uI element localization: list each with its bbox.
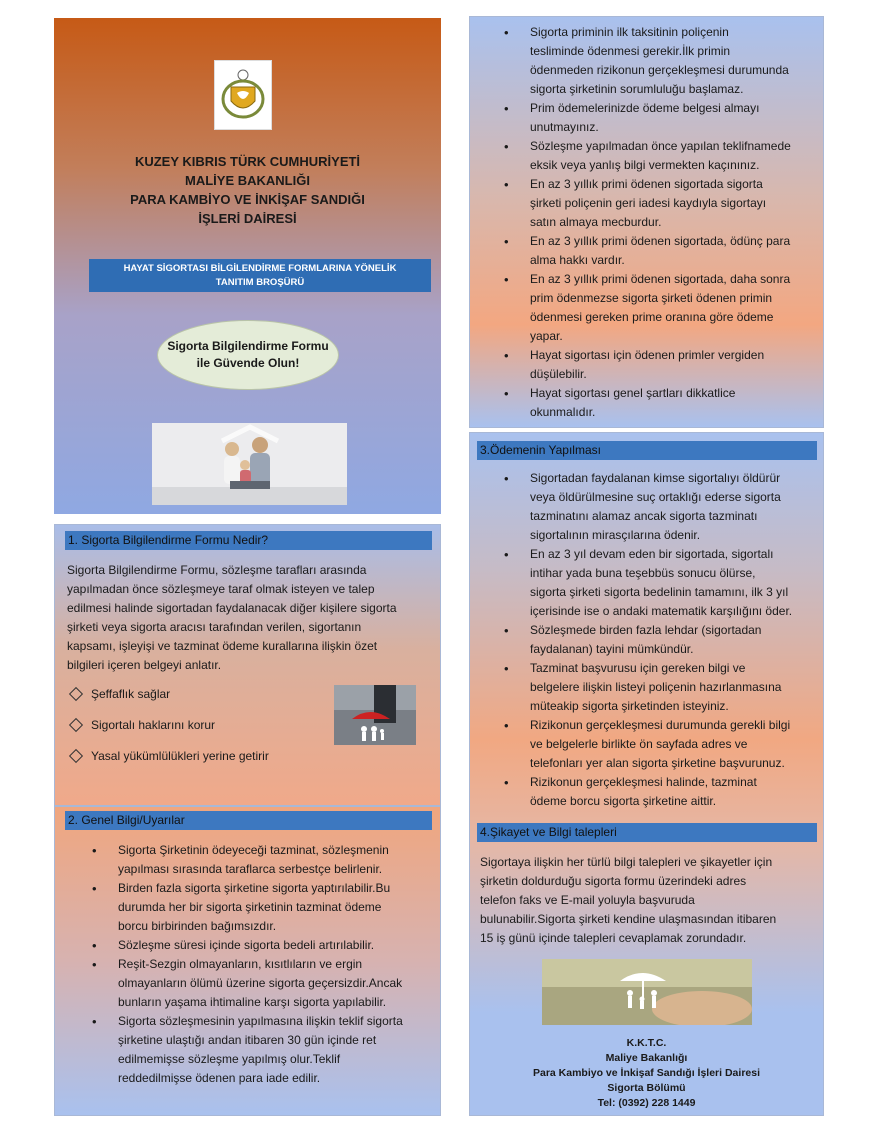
paragraph-line: şirketin doldurduğu sigorta formu üzerindeki adres bbox=[480, 874, 747, 888]
paragraph-line: bulunabilir.Sigorta şirketi kendine ulaşmasından itibaren bbox=[480, 912, 777, 926]
list-line: veya öldürülmesine suç ortaklığı ederse sigorta bbox=[530, 490, 781, 504]
list-line: • Sözleşme süresi içinde sigorta bedeli artırılabilir. bbox=[118, 938, 375, 952]
section-heading: 2. Genel Bilgi/Uyarılar bbox=[65, 811, 432, 830]
diamond-bullet-icon bbox=[69, 718, 83, 732]
list-line: • Hayat sigortası için ödenen primler vergiden bbox=[530, 348, 765, 362]
insurance-photo bbox=[334, 685, 416, 745]
list-line: • En az 3 yıllık primi ödenen sigortada sigorta bbox=[530, 177, 763, 191]
title-line: PARA KAMBİYO VE İNKİŞAF SANDIĞI bbox=[130, 192, 365, 207]
list-item bbox=[530, 346, 820, 384]
list-item bbox=[530, 175, 820, 232]
list-line: intihar yada buna teşebbüs sonucu ölürse, bbox=[530, 566, 756, 580]
list-line: • En az 3 yıllık primi ödenen sigortada, daha sonra bbox=[530, 272, 791, 286]
list-item bbox=[530, 659, 822, 716]
paragraph-line: edilmesi halinde sigortadan faydalanacak diğer kişilere sigorta bbox=[67, 601, 397, 615]
diamond-list bbox=[67, 685, 269, 778]
diamond-item-label: Şeffaflık sağlar bbox=[91, 687, 171, 701]
list-line: durumda her bir sigorta şirketinin tazminat ödeme bbox=[118, 900, 382, 914]
title-line: KUZEY KIBRIS TÜRK CUMHURİYETİ bbox=[134, 154, 361, 169]
list-line: şirketine ulaştığı andan itibaren 30 gün içinde ret bbox=[118, 1033, 377, 1047]
list-line: tesliminde ödenmesi gerekir.İlk primin bbox=[530, 44, 731, 58]
list-line: faydalanan) tayini mümkündür. bbox=[530, 642, 694, 656]
list-line: • Tazminat başvurusu için gereken bilgi ve bbox=[530, 661, 746, 675]
list-line: • Sigorta priminin ilk taksitinin poliçenin bbox=[530, 25, 729, 39]
list-line: • Prim ödemelerinizde ödeme belgesi almayı bbox=[530, 101, 760, 115]
list-line: tazminatını alamaz ancak sigorta tazminatı bbox=[530, 509, 758, 523]
diamond-bullet-icon bbox=[69, 687, 83, 701]
premium-list bbox=[530, 23, 820, 422]
list-line: • Sözleşmede birden fazla lehdar (sigortadan bbox=[530, 623, 762, 637]
diamond-item bbox=[67, 747, 269, 778]
slogan-oval bbox=[157, 320, 339, 390]
list-line: belgelere ilişkin listeyi poliçenin hazırlanmasına bbox=[530, 680, 782, 694]
contact-footer bbox=[470, 1036, 823, 1111]
title-line: İŞLERİ DAİRESİ bbox=[198, 211, 297, 226]
list-line: eksik veya yanlış bilgi vermekten kaçınınız. bbox=[530, 158, 760, 172]
state-emblem bbox=[214, 60, 272, 130]
diamond-item-label: Sigortalı haklarını korur bbox=[91, 718, 216, 732]
list-line: • Sigortadan faydalanan kimse sigortalıyı öldürür bbox=[530, 471, 781, 485]
paragraph-line: bilgileri içeren belgeyi anlatır. bbox=[67, 658, 222, 672]
list-line: ödeme borcu sigorta şirketine aittir. bbox=[530, 794, 717, 808]
list-item bbox=[118, 936, 436, 955]
list-line: reddedilmişse ödenen para iade edilir. bbox=[118, 1071, 321, 1085]
list-line: • En az 3 yıl devam eden bir sigortada, sigortalı bbox=[530, 547, 774, 561]
list-item bbox=[530, 469, 822, 545]
cover-panel bbox=[54, 18, 441, 514]
list-line: • Sigorta sözleşmesinin yapılmasına ilişkin teklif sigorta bbox=[118, 1014, 403, 1028]
section-paragraph bbox=[67, 561, 429, 675]
list-line: • Sözleşme yapılmadan önce yapılan teklifnamede bbox=[530, 139, 791, 153]
list-line: • En az 3 yıllık primi ödenen sigortada, ödünç para bbox=[530, 234, 791, 248]
list-item bbox=[118, 955, 436, 1012]
paragraph-line: yapılmadan önce sözleşmeye taraf olmak isteyen ve talep bbox=[67, 582, 375, 596]
list-item bbox=[118, 879, 436, 936]
footer-line: K.K.T.C. bbox=[626, 1037, 667, 1049]
paragraph-line: şirketi veya sigorta aracısı tarafından verilen, sigortanın bbox=[67, 620, 362, 634]
title-line: MALİYE BAKANLIĞI bbox=[185, 173, 310, 188]
list-item bbox=[118, 841, 436, 879]
complaints-paragraph bbox=[480, 853, 820, 948]
list-item bbox=[530, 716, 822, 773]
list-line: ödenmesi gereken prime oranına göre ödeme bbox=[530, 310, 774, 324]
list-item bbox=[530, 270, 820, 346]
list-line: • Rizikonun gerçekleşmesi halinde, tazminat bbox=[530, 775, 757, 789]
list-line: • Reşit-Sezgin olmayanların, kısıtlıların ve ergin bbox=[118, 957, 363, 971]
list-line: satın almaya mecburdur. bbox=[530, 215, 662, 229]
section-what-is-form bbox=[54, 524, 441, 806]
section-heading: 1. Sigorta Bilgilendirme Formu Nedir? bbox=[65, 531, 432, 550]
list-line: prim ödenmezse sigorta şirketi ödenen primin bbox=[530, 291, 773, 305]
slogan-line: Sigorta Bilgilendirme Formu bbox=[167, 339, 329, 353]
list-line: şirketi poliçenin geri iadesi kaydıyla sigortayı bbox=[530, 196, 767, 210]
list-item bbox=[530, 773, 822, 811]
list-item bbox=[530, 545, 822, 621]
warnings-list bbox=[118, 841, 436, 1088]
list-line: unutmayınız. bbox=[530, 120, 599, 134]
paragraph-line: Sigorta Bilgilendirme Formu, sözleşme tarafları arasında bbox=[67, 563, 367, 577]
footer-line: Sigorta Bölümü bbox=[607, 1082, 686, 1094]
diamond-bullet-icon bbox=[69, 749, 83, 763]
list-line: telefonları yer alan sigorta şirketine başvurunuz. bbox=[530, 756, 785, 770]
list-line: sigorta şirketinin sorumluluğu başlamaz. bbox=[530, 82, 744, 96]
list-line: okunmalıdır. bbox=[530, 405, 596, 419]
section-heading: 3.Ödemenin Yapılması bbox=[477, 441, 817, 460]
list-line: sigorta şirketi sigorta bedelinin tamamını, ilk 3 yıl bbox=[530, 585, 789, 599]
premium-info-panel bbox=[469, 16, 824, 428]
list-item bbox=[530, 23, 820, 99]
slogan-line: ile Güvende Olun! bbox=[196, 356, 300, 370]
paragraph-line: Sigortaya ilişkin her türlü bilgi talepleri ve şikayetler için bbox=[480, 855, 773, 869]
list-line: borcu birbirinden bağımsızdır. bbox=[118, 919, 277, 933]
list-line: • Rizikonun gerçekleşmesi durumunda gerekli bilgi bbox=[530, 718, 791, 732]
list-line: içerisinde ise o andaki matematik karşılığını öder. bbox=[530, 604, 793, 618]
section-general-info bbox=[54, 806, 441, 1116]
list-line: ve belgelerle birlikte ön sayfada adres ve bbox=[530, 737, 748, 751]
footer-line: Para Kambiyo ve İnkişaf Sandığı İşleri Dairesi bbox=[532, 1067, 761, 1079]
diamond-item-label: Yasal yükümlülükleri yerine getirir bbox=[91, 749, 269, 763]
banner-line: TANITIM BROŞÜRÜ bbox=[215, 277, 305, 288]
diamond-item bbox=[67, 716, 269, 747]
list-line: müteakip sigorta şirketinden isteyiniz. bbox=[530, 699, 729, 713]
family-photo bbox=[152, 423, 347, 505]
list-line: alma hakkı vardır. bbox=[530, 253, 625, 267]
list-line: sigortalının mirasçılarına ödenir. bbox=[530, 528, 701, 542]
payment-complaints-panel bbox=[469, 432, 824, 1116]
list-item bbox=[530, 621, 822, 659]
list-line: • Sigorta Şirketinin ödeyeceği tazminat, sözleşmenin bbox=[118, 843, 389, 857]
footer-phone: Tel: (0392) 228 1449 bbox=[597, 1097, 696, 1109]
paragraph-line: kapsamı, işleyişi ve tazminat ödeme kurallarına ilişkin özet bbox=[67, 639, 378, 653]
list-line: yapar. bbox=[530, 329, 563, 343]
list-line: düşülebilir. bbox=[530, 367, 587, 381]
list-item bbox=[530, 99, 820, 137]
cover-title bbox=[54, 152, 441, 228]
list-item bbox=[118, 1012, 436, 1088]
section-heading: 4.Şikayet ve Bilgi talepleri bbox=[477, 823, 817, 842]
list-item bbox=[530, 384, 820, 422]
list-item bbox=[530, 137, 820, 175]
diamond-item bbox=[67, 685, 269, 716]
list-line: olmayanların ölümü üzerine sigorta geçersizdir.Ancak bbox=[118, 976, 403, 990]
paragraph-line: 15 iş günü içinde talepleri cevaplamak zorundadır. bbox=[480, 931, 747, 945]
list-line: • Birden fazla sigorta şirketine sigorta yaptırılabilir.Bu bbox=[118, 881, 391, 895]
brochure-banner bbox=[89, 259, 431, 292]
list-line: ödenmeden rizikonun gerçekleşmesi durumunda bbox=[530, 63, 789, 77]
footer-line: Maliye Bakanlığı bbox=[605, 1052, 688, 1064]
list-line: bunların yaşama ihtimaline karşı sigorta yapılabilir. bbox=[118, 995, 387, 1009]
list-item bbox=[530, 232, 820, 270]
list-line: edilmemişse sözleşme yapılmış olur.Teklif bbox=[118, 1052, 341, 1066]
list-line: yapılması sırasında taraflarca serbestçe belirlenir. bbox=[118, 862, 383, 876]
paragraph-line: telefon faks ve E-mail yoluyla başvuruda bbox=[480, 893, 695, 907]
banner-line: HAYAT SİGORTASI BİLGİLENDİRME FORMLARINA YÖNELİK bbox=[123, 263, 397, 274]
list-line: • Hayat sigortası genel şartları dikkatlice bbox=[530, 386, 736, 400]
umbrella-photo bbox=[542, 959, 752, 1025]
payment-list bbox=[530, 469, 822, 811]
